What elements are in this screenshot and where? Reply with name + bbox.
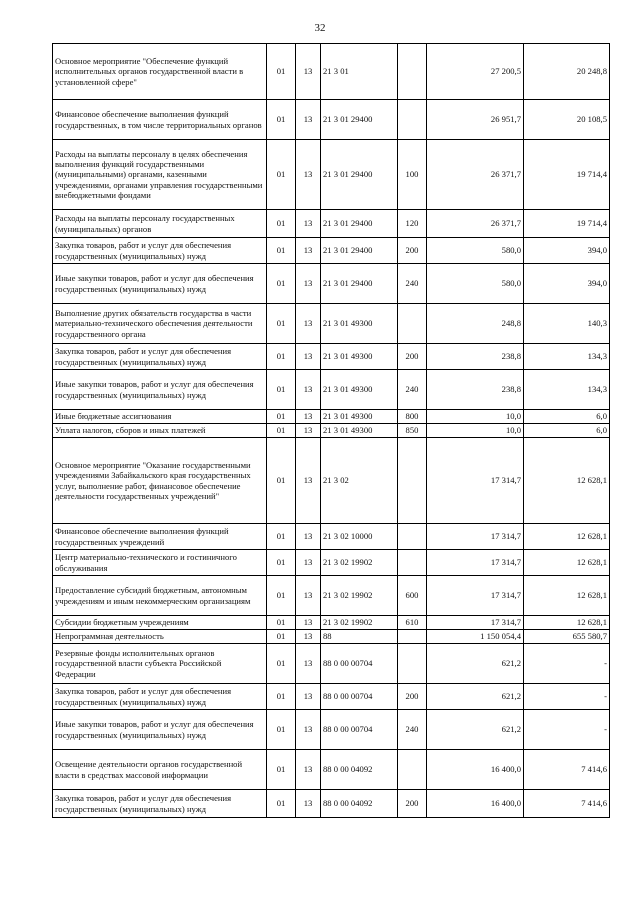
amount-executed-cell: 12 628,1 [524,550,610,576]
table-row [53,750,610,790]
section-code-cell: 01 [267,100,296,140]
section-code-cell: 01 [267,370,296,410]
table-row [53,790,610,818]
target-article-cell: 88 0 00 00704 [321,644,398,684]
amount-approved-cell: 26 371,7 [427,140,524,210]
expense-name-cell: Иные закупки товаров, работ и услуг для обеспечения государственных (муниципальных) нужд [53,370,267,410]
target-article-cell: 21 3 01 [321,44,398,100]
expense-type-cell: 610 [398,616,427,630]
expense-type-cell: 850 [398,424,427,438]
table-row [53,210,610,238]
section-code-cell: 01 [267,238,296,264]
target-article-cell: 88 0 00 04092 [321,790,398,818]
target-article-cell: 21 3 01 29400 [321,238,398,264]
target-article-cell: 21 3 01 29400 [321,210,398,238]
table-row [53,264,610,304]
amount-executed-cell: 19 714,4 [524,210,610,238]
amount-approved-cell: 238,8 [427,370,524,410]
amount-executed-cell: 6,0 [524,410,610,424]
expense-type-cell: 200 [398,684,427,710]
amount-executed-cell: 12 628,1 [524,616,610,630]
subsection-code-cell: 13 [296,616,321,630]
amount-approved-cell: 621,2 [427,684,524,710]
target-article-cell: 21 3 01 49300 [321,410,398,424]
amount-executed-cell: 6,0 [524,424,610,438]
section-code-cell: 01 [267,210,296,238]
amount-executed-cell: 134,3 [524,344,610,370]
expense-type-cell: 120 [398,210,427,238]
expense-name-cell: Резервные фонды исполнительных органов государственной власти субъекта Российской Федерации [53,644,267,684]
table-row [53,550,610,576]
subsection-code-cell: 13 [296,140,321,210]
subsection-code-cell: 13 [296,424,321,438]
subsection-code-cell: 13 [296,44,321,100]
subsection-code-cell: 13 [296,210,321,238]
amount-approved-cell: 17 314,7 [427,438,524,524]
amount-executed-cell: 12 628,1 [524,524,610,550]
expense-type-cell [398,438,427,524]
subsection-code-cell: 13 [296,644,321,684]
expense-name-cell: Расходы на выплаты персоналу государственных (муниципальных) органов [53,210,267,238]
section-code-cell: 01 [267,264,296,304]
amount-executed-cell: 19 714,4 [524,140,610,210]
subsection-code-cell: 13 [296,100,321,140]
table-row [53,616,610,630]
section-code-cell: 01 [267,524,296,550]
amount-approved-cell: 580,0 [427,264,524,304]
table-row [53,576,610,616]
expense-name-cell: Уплата налогов, сборов и иных платежей [53,424,267,438]
amount-approved-cell: 16 400,0 [427,750,524,790]
expense-type-cell [398,630,427,644]
expense-name-cell: Иные бюджетные ассигнования [53,410,267,424]
subsection-code-cell: 13 [296,550,321,576]
section-code-cell: 01 [267,344,296,370]
section-code-cell: 01 [267,140,296,210]
expense-type-cell: 240 [398,710,427,750]
section-code-cell: 01 [267,410,296,424]
amount-approved-cell: 621,2 [427,644,524,684]
expense-name-cell: Иные закупки товаров, работ и услуг для обеспечения государственных (муниципальных) нужд [53,710,267,750]
expense-name-cell: Финансовое обеспечение выполнения функций государственных, в том числе территориальных органов [53,100,267,140]
amount-approved-cell: 27 200,5 [427,44,524,100]
expense-type-cell: 200 [398,238,427,264]
expense-name-cell: Иные закупки товаров, работ и услуг для обеспечения государственных (муниципальных) нужд [53,264,267,304]
budget-table [52,43,610,818]
expense-name-cell: Расходы на выплаты персоналу в целях обеспечения выполнения функций государственными (муниципальными) органами, казенными учреждениями, органами управления государственными внебюджетными фондами [53,140,267,210]
subsection-code-cell: 13 [296,790,321,818]
amount-approved-cell: 17 314,7 [427,576,524,616]
expense-type-cell [398,750,427,790]
table-row [53,44,610,100]
expense-type-cell: 600 [398,576,427,616]
table-row [53,140,610,210]
section-code-cell: 01 [267,644,296,684]
amount-approved-cell: 10,0 [427,424,524,438]
expense-name-cell: Основное мероприятие "Оказание государственными учреждениями Забайкальского края государственных услуг, выполнение работ, финансовое обеспечение деятельности государственных учреждений" [53,438,267,524]
target-article-cell: 21 3 01 49300 [321,344,398,370]
target-article-cell: 21 3 02 10000 [321,524,398,550]
subsection-code-cell: 13 [296,370,321,410]
amount-approved-cell: 17 314,7 [427,524,524,550]
target-article-cell: 88 0 00 00704 [321,710,398,750]
target-article-cell: 21 3 01 29400 [321,140,398,210]
section-code-cell: 01 [267,616,296,630]
table-row [53,344,610,370]
table-row [53,710,610,750]
amount-approved-cell: 10,0 [427,410,524,424]
expense-type-cell [398,100,427,140]
expense-name-cell: Выполнение других обязательств государства в части материально-технического обеспечения деятельности государственного органа [53,304,267,344]
target-article-cell: 21 3 02 19902 [321,550,398,576]
section-code-cell: 01 [267,710,296,750]
target-article-cell: 21 3 01 49300 [321,304,398,344]
table-row [53,370,610,410]
amount-approved-cell: 248,8 [427,304,524,344]
amount-executed-cell: 20 108,5 [524,100,610,140]
subsection-code-cell: 13 [296,630,321,644]
expense-name-cell: Субсидии бюджетным учреждениям [53,616,267,630]
amount-executed-cell: 12 628,1 [524,438,610,524]
amount-approved-cell: 16 400,0 [427,790,524,818]
amount-approved-cell: 17 314,7 [427,616,524,630]
amount-approved-cell: 1 150 054,4 [427,630,524,644]
expense-type-cell: 200 [398,344,427,370]
amount-executed-cell: - [524,684,610,710]
subsection-code-cell: 13 [296,344,321,370]
table-row [53,410,610,424]
amount-approved-cell: 621,2 [427,710,524,750]
subsection-code-cell: 13 [296,524,321,550]
budget-table-body [53,44,610,818]
subsection-code-cell: 13 [296,304,321,344]
expense-name-cell: Центр материально-технического и гостиничного обслуживания [53,550,267,576]
expense-name-cell: Закупка товаров, работ и услуг для обеспечения государственных (муниципальных) нужд [53,684,267,710]
expense-name-cell: Основное мероприятие "Обеспечение функций исполнительных органов государственной власти в установленной сфере" [53,44,267,100]
table-row [53,630,610,644]
expense-name-cell: Закупка товаров, работ и услуг для обеспечения государственных (муниципальных) нужд [53,790,267,818]
expense-type-cell: 240 [398,370,427,410]
expense-name-cell: Непрограммная деятельность [53,630,267,644]
section-code-cell: 01 [267,576,296,616]
amount-executed-cell: 7 414,6 [524,790,610,818]
expense-name-cell: Закупка товаров, работ и услуг для обеспечения государственных (муниципальных) нужд [53,238,267,264]
target-article-cell: 21 3 02 [321,438,398,524]
target-article-cell: 21 3 02 19902 [321,576,398,616]
table-row [53,684,610,710]
amount-approved-cell: 17 314,7 [427,550,524,576]
expense-name-cell: Предоставление субсидий бюджетным, автономным учреждениям и иным некоммерческим организациям [53,576,267,616]
subsection-code-cell: 13 [296,684,321,710]
expense-name-cell: Освещение деятельности органов государственной власти в средствах массовой информации [53,750,267,790]
section-code-cell: 01 [267,438,296,524]
expense-type-cell: 800 [398,410,427,424]
target-article-cell: 21 3 01 29400 [321,100,398,140]
subsection-code-cell: 13 [296,576,321,616]
page-number: 32 [314,22,326,34]
section-code-cell: 01 [267,684,296,710]
amount-executed-cell: 7 414,6 [524,750,610,790]
expense-type-cell: 100 [398,140,427,210]
subsection-code-cell: 13 [296,438,321,524]
subsection-code-cell: 13 [296,238,321,264]
amount-executed-cell: - [524,644,610,684]
target-article-cell: 88 0 00 00704 [321,684,398,710]
amount-executed-cell: 20 248,8 [524,44,610,100]
target-article-cell: 88 0 00 04092 [321,750,398,790]
amount-executed-cell: 140,3 [524,304,610,344]
table-row [53,438,610,524]
section-code-cell: 01 [267,304,296,344]
subsection-code-cell: 13 [296,710,321,750]
section-code-cell: 01 [267,750,296,790]
table-row [53,304,610,344]
section-code-cell: 01 [267,630,296,644]
amount-executed-cell: 134,3 [524,370,610,410]
subsection-code-cell: 13 [296,264,321,304]
amount-executed-cell: - [524,710,610,750]
expense-type-cell [398,44,427,100]
amount-executed-cell: 655 580,7 [524,630,610,644]
expense-type-cell: 240 [398,264,427,304]
expense-name-cell: Закупка товаров, работ и услуг для обеспечения государственных (муниципальных) нужд [53,344,267,370]
amount-approved-cell: 580,0 [427,238,524,264]
expense-type-cell: 200 [398,790,427,818]
target-article-cell: 21 3 01 29400 [321,264,398,304]
amount-executed-cell: 12 628,1 [524,576,610,616]
table-row [53,644,610,684]
section-code-cell: 01 [267,424,296,438]
expense-type-cell [398,304,427,344]
expense-type-cell [398,524,427,550]
table-row [53,524,610,550]
table-row [53,424,610,438]
target-article-cell: 21 3 01 49300 [321,370,398,410]
amount-approved-cell: 26 951,7 [427,100,524,140]
subsection-code-cell: 13 [296,750,321,790]
table-row [53,100,610,140]
expense-type-cell [398,550,427,576]
amount-approved-cell: 238,8 [427,344,524,370]
table-row [53,238,610,264]
target-article-cell: 88 [321,630,398,644]
section-code-cell: 01 [267,550,296,576]
target-article-cell: 21 3 01 49300 [321,424,398,438]
target-article-cell: 21 3 02 19902 [321,616,398,630]
section-code-cell: 01 [267,790,296,818]
expense-name-cell: Финансовое обеспечение выполнения функций государственных учреждений [53,524,267,550]
section-code-cell: 01 [267,44,296,100]
amount-executed-cell: 394,0 [524,238,610,264]
expense-type-cell [398,644,427,684]
amount-approved-cell: 26 371,7 [427,210,524,238]
subsection-code-cell: 13 [296,410,321,424]
amount-executed-cell: 394,0 [524,264,610,304]
